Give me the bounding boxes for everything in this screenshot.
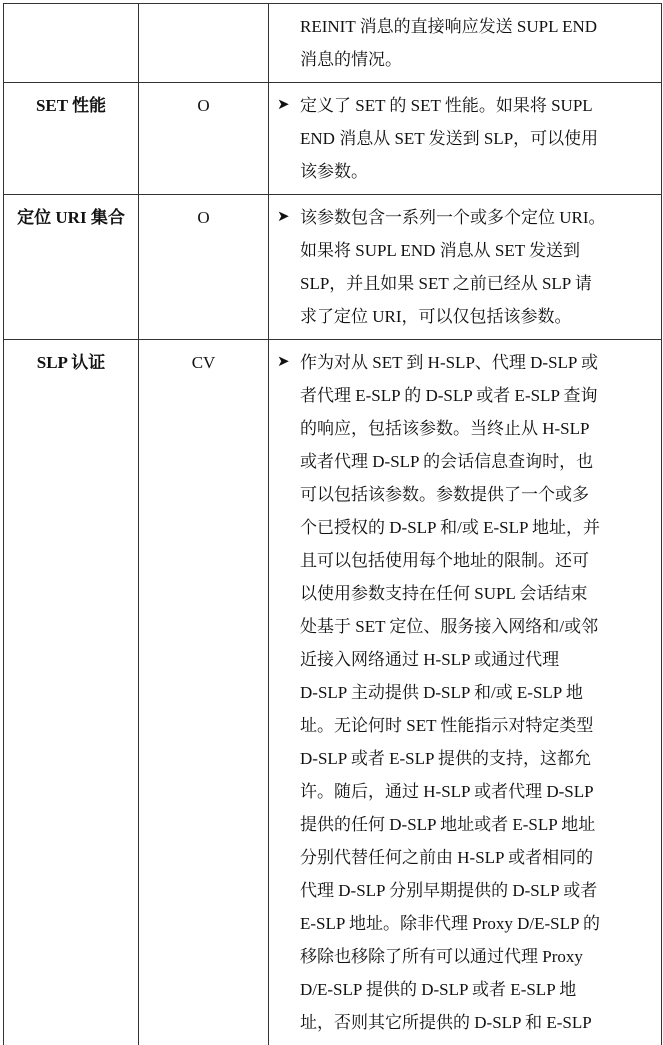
description-line: 近接入网络通过 H-SLP 或通过代理: [300, 643, 657, 676]
description-line: 消息的情况。: [300, 43, 657, 76]
description-line: 址，否则其它所提供的 D-SLP 和 E-SLP: [300, 1006, 657, 1039]
parameter-name: SLP 认证: [4, 340, 138, 379]
arrow-bullet-icon: ➤: [277, 201, 290, 234]
description-line: 提供的任何 D-SLP 地址或者 E-SLP 地址: [300, 808, 657, 841]
description-line: 定义了 SET 的 SET 性能。如果将 SUPL: [300, 89, 657, 122]
description-line: 求了定位 URI，可以仅包括该参数。: [300, 300, 657, 333]
description-cell: [269, 340, 662, 1045]
description-line: 者代理 E-SLP 的 D-SLP 或者 E-SLP 查询: [300, 379, 657, 412]
description-line: 个已授权的 D-SLP 和/或 E-SLP 地址，并: [300, 511, 657, 544]
description-line: 可以包括该参数。参数提供了一个或多: [300, 478, 657, 511]
description-line: 的响应，包括该参数。当终止从 H-SLP: [300, 412, 657, 445]
arrow-bullet-icon: ➤: [277, 89, 290, 122]
description-cell: [269, 4, 662, 83]
description-line: D/E-SLP 提供的 D-SLP 或者 E-SLP 地: [300, 973, 657, 1006]
parameter-name: SET 性能: [4, 83, 138, 122]
parameter-name-cell: [4, 4, 139, 83]
description-line: SLP，并且如果 SET 之前已经从 SLP 请: [300, 267, 657, 300]
description-line: END 消息从 SET 发送到 SLP，可以使用: [300, 122, 657, 155]
description-line: REINIT 消息的直接响应发送 SUPL END: [300, 10, 657, 43]
arrow-bullet-icon: ➤: [277, 346, 290, 379]
description-line: 该参数。: [300, 155, 657, 188]
parameter-name-cell: [4, 195, 139, 340]
description-line: 移除也移除了所有可以通过代理 Proxy: [300, 940, 657, 973]
parameter-name: 定位 URI 集合: [4, 195, 138, 234]
description-line: 址。无论何时 SET 性能指示对特定类型: [300, 709, 657, 742]
presence-value: CV: [139, 340, 268, 379]
description-line: 作为对从 SET 到 H-SLP、代理 D-SLP 或: [300, 346, 657, 379]
description-line: 该参数包含一系列一个或多个定位 URI。: [300, 201, 657, 234]
description-line: D-SLP 主动提供 D-SLP 和/或 E-SLP 地: [300, 676, 657, 709]
parameter-name-cell: [4, 83, 139, 195]
description-cell: [269, 195, 662, 340]
description-line: D-SLP 或者 E-SLP 提供的支持，这都允: [300, 742, 657, 775]
description-line: 许。随后，通过 H-SLP 或者代理 D-SLP: [300, 775, 657, 808]
description-line: 或者代理 D-SLP 的会话信息查询时，也: [300, 445, 657, 478]
presence-cell: [139, 4, 269, 83]
description-line: 如果将 SUPL END 消息从 SET 发送到: [300, 234, 657, 267]
description-line: E-SLP 地址。除非代理 Proxy D/E-SLP 的: [300, 907, 657, 940]
presence-cell: [139, 195, 269, 340]
table-row: [4, 83, 662, 195]
table-row: [4, 4, 662, 83]
presence-value: O: [139, 195, 268, 234]
presence-cell: [139, 340, 269, 1045]
description-cell: [269, 83, 662, 195]
presence-value: O: [139, 83, 268, 122]
table-row: [4, 340, 662, 1045]
table-row: [4, 195, 662, 340]
description-line: 处基于 SET 定位、服务接入网络和/或邻: [300, 610, 657, 643]
description-line: 分别代替任何之前由 H-SLP 或者相同的: [300, 841, 657, 874]
parameter-name-cell: [4, 340, 139, 1045]
parameter-table: [3, 3, 662, 1045]
description-line: 且可以包括使用每个地址的限制。还可: [300, 544, 657, 577]
description-line: 代理 D-SLP 分别早期提供的 D-SLP 或者: [300, 874, 657, 907]
presence-value: [139, 4, 268, 10]
presence-cell: [139, 83, 269, 195]
parameter-name: [4, 4, 138, 10]
description-line: 以使用参数支持在任何 SUPL 会话结束: [300, 577, 657, 610]
